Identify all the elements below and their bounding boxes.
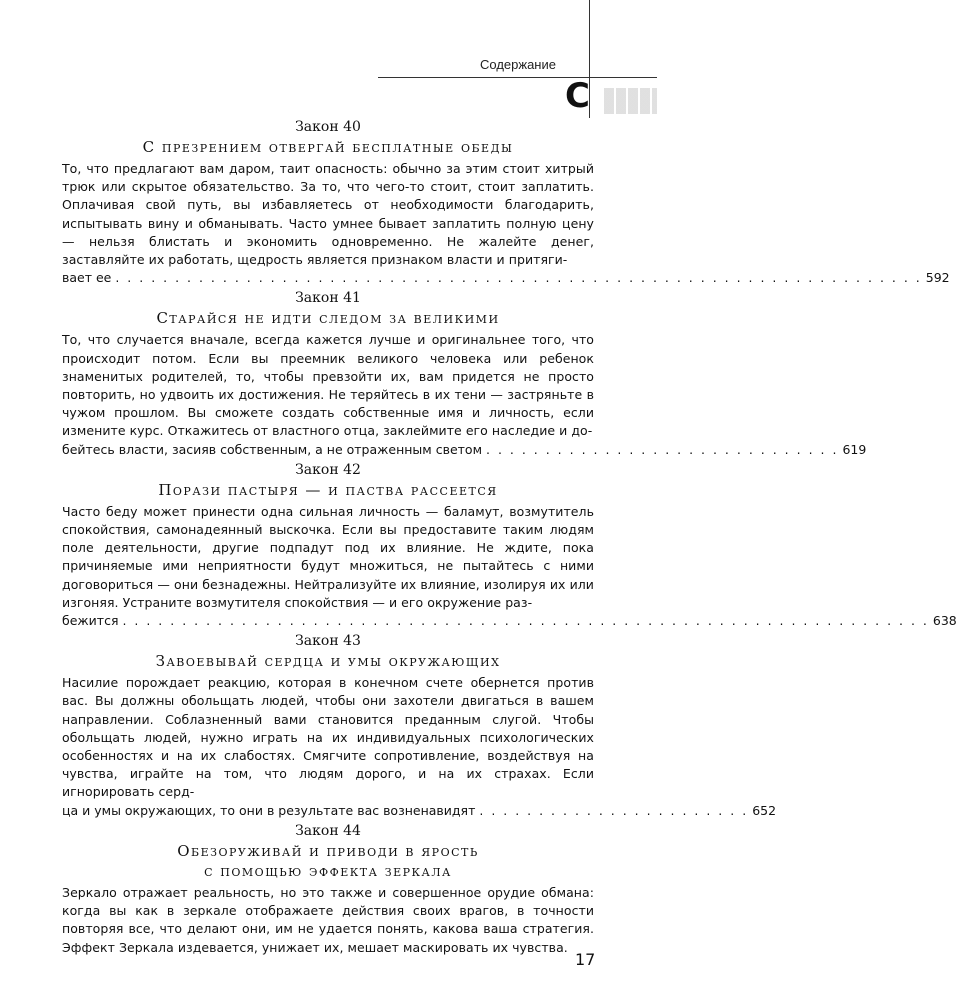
- law-title: С презрением отвергай бесплатные обеды: [142, 138, 514, 156]
- toc-leader-line: [62, 441, 867, 459]
- leader-dots: . . . . . . . . . . . . . . . . . . . . . . .: [479, 802, 749, 818]
- law-number: Закон 40: [295, 119, 361, 135]
- last-line-text: бейтесь власти, засияв собственным, а не отраженным светом: [62, 441, 482, 457]
- toc-content: [62, 118, 957, 959]
- section-header: Содержание: [480, 57, 556, 72]
- page-ref: 652: [752, 802, 777, 818]
- toc-leader-line: [62, 802, 777, 820]
- law-summary: То, что предлагают вам даром, таит опасность: обычно за этим стоит хитрый трюк или скрытое обязательство. За то, что чего-то стоит, стоит заплатить. Оплачивая свой путь, вы избавляетесь от необходимости благодарить, испытывать вину и обманывать. Часто умнее бывает заплатить полную цену — нельзя блистать и экономить одновременно. Не жалейте денег, заставляйте их работать, щедрость является признаком власти и притяги-: [62, 161, 594, 268]
- law-title-line2: с помощью эффекта зеркала: [204, 861, 452, 880]
- law-summary: Зеркало отражает реальность, но это также и совершенное орудие обмана: когда вы как в зеркале отображаете действия своих врагов, в точности повторяя все, что делают они, им не удается понять, какова ваша стратегия. Эффект Зеркала издевается, унижает их, мешает маскировать их чувства.: [62, 884, 594, 955]
- toc-leader-line: [62, 612, 957, 630]
- law-number: Закон 44: [295, 822, 361, 839]
- leader-dots: . . . . . . . . . . . . . . . . . . . . . . . . . . . . . . . . . . . . . . . . . . . . . . . . . . . . . . . . . . . . . . . . . . . .: [122, 613, 929, 629]
- law-summary: Часто беду может принести одна сильная личность — баламут, возмутитель спокойствия, самонадеянный выскочка. Если вы предоставите таким людям поле деятельности, другие подпадут под их влияние. Не ждите, пока причиняемые ими неприятности будут множиться, не пытайтесь с ними договориться — они безнадежны. Нейтрализуйте их влияние, изолируя их или изгоняя. Устраните возмутителя спокойствия — и его окружение раз-: [62, 503, 594, 610]
- law-title: Обезоруживай и приводи в ярость: [177, 841, 479, 860]
- last-line-text: ца и умы окружающих, то они в результате вас возненавидят: [62, 802, 476, 818]
- leader-dots: . . . . . . . . . . . . . . . . . . . . . . . . . . . . . .: [486, 441, 839, 457]
- leader-dots: . . . . . . . . . . . . . . . . . . . . . . . . . . . . . . . . . . . . . . . . . . . . . . . . . . . . . . . . . . . . . . . . . . . .: [115, 270, 922, 286]
- page-ref: 619: [842, 441, 867, 457]
- law-summary: Насилие порождает реакцию, которая в конечном счете обернется против вас. Вы должны обольщать людей, чтобы они захотели двигаться в вашем направлении. Соблазненный вами становится преданным слугой. Чтобы обольщать людей, нужно играть на их индивидуальных психологических особенностях и на их слабостях. Смягчите сопротивление, воздействуя на чувства, играйте на том, что людям дорого, и на их страхах. Если игнорировать серд-: [62, 675, 594, 800]
- law-summary: То, что случается вначале, всегда кажется лучше и оригинальнее того, что происходит потом. Если вы преемник великого человека или ребенок знаменитых родителей, то, чтобы превзойти их, вам придется не просто повторить, но удвоить их достижения. Не теряйтесь в их тени — застряньте в чужом прошлом. Вы сможете создать собственные имя и личность, если измените курс. Откажитесь от властного отца, заклеймите его наследие и до-: [62, 332, 594, 439]
- header-rule-horizontal: [378, 77, 657, 78]
- law-number: Закон 43: [295, 633, 361, 650]
- toc-entry: [62, 118, 950, 287]
- toc-leader-line: [62, 269, 950, 287]
- page-ref: 638: [932, 613, 957, 629]
- law-title: Порази пастыря — и паства рассеется: [158, 480, 498, 499]
- toc-entry: [62, 822, 594, 957]
- last-line-text: бежится: [62, 613, 119, 629]
- toc-entry: [62, 461, 957, 630]
- decorative-bars: [604, 88, 657, 114]
- law-title: Старайся не идти следом за великими: [156, 309, 500, 328]
- page-ref: 592: [925, 270, 950, 286]
- law-number: Закон 41: [295, 290, 361, 307]
- toc-entry: [62, 289, 867, 458]
- last-line-text: вает ее: [62, 270, 112, 286]
- decorative-letter: C: [565, 76, 590, 116]
- law-number: Закон 42: [295, 461, 361, 478]
- law-title: Завоевывай сердца и умы окружающих: [155, 652, 501, 671]
- page-number: 17: [575, 950, 596, 969]
- toc-entry: [62, 632, 777, 820]
